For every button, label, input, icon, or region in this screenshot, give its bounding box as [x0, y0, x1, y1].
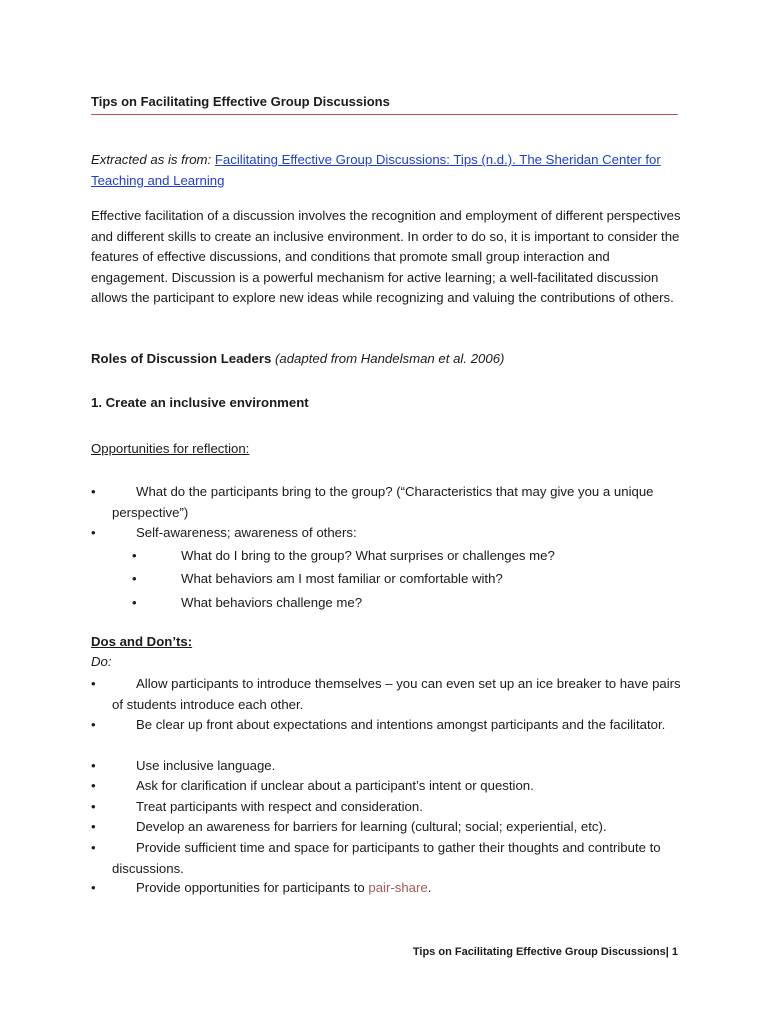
list-item-text: Develop an awareness for barriers for learning (cultural; social; experiential, etc).	[136, 819, 607, 834]
list-item-text: Self-awareness; awareness of others:	[136, 525, 357, 540]
bullet-icon: •	[132, 595, 137, 610]
do-label: Do:	[91, 654, 112, 669]
list-item-text	[91, 878, 691, 899]
bullet-icon: •	[91, 676, 96, 691]
bullet-icon: •	[91, 840, 96, 855]
list-item	[91, 674, 691, 715]
sub-list-item	[91, 569, 691, 590]
sub-list-item	[91, 593, 691, 614]
list-item-text: What behaviors challenge me?	[181, 595, 363, 610]
list-item	[91, 776, 691, 797]
list-item-text: What do the participants bring to the group? (“Characteristics that may give you a unique perspective”)	[112, 484, 654, 520]
bullet-icon: •	[132, 548, 137, 563]
dos-donts-heading: Dos and Don’ts:	[91, 634, 193, 649]
list-item-text: Treat participants with respect and consideration.	[136, 799, 423, 814]
roles-heading-note: (adapted from Handelsman et al. 2006)	[274, 351, 505, 366]
sub-list-item	[91, 546, 691, 567]
source-citation	[91, 149, 691, 191]
bullet-icon: •	[91, 717, 96, 732]
roles-heading	[91, 351, 504, 366]
reflection-heading: Opportunities for reflection:	[91, 441, 250, 456]
section-heading-step1: 1. Create an inclusive environment	[91, 395, 309, 410]
bullet-icon: •	[91, 819, 96, 834]
list-item	[91, 715, 691, 736]
page-footer: Tips on Facilitating Effective Group Discussions| 1	[412, 946, 678, 958]
bullet-icon: •	[91, 880, 96, 895]
list-item-text: Provide sufficient time and space for participants to gather their thoughts and contribute to discussions.	[112, 840, 661, 876]
source-link[interactable]: Facilitating Effective Group Discussions: Tips (n.d.). The Sheridan Center for Teaching and Learning	[91, 152, 661, 188]
bullet-icon: •	[132, 571, 137, 586]
bullet-icon: •	[91, 484, 96, 499]
roles-heading-text: Roles of Discussion Leaders	[91, 351, 272, 366]
list-item	[91, 482, 691, 523]
list-item-text: Ask for clarification if unclear about a participant’s intent or question.	[136, 778, 534, 793]
list-item	[91, 756, 691, 777]
list-item	[91, 523, 691, 544]
document-title: Tips on Facilitating Effective Group Discussions	[91, 94, 390, 109]
list-item-text-prefix: Provide opportunities for participants to	[136, 880, 369, 895]
list-item-text: Allow participants to introduce themselves – you can even set up an ice breaker to have pairs of students introduce each other.	[112, 676, 681, 712]
bullet-icon: •	[91, 799, 96, 814]
bullet-icon: •	[91, 525, 96, 540]
list-item	[91, 878, 691, 899]
bullet-icon: •	[91, 758, 96, 773]
list-item-text: What behaviors am I most familiar or comfortable with?	[181, 571, 503, 586]
list-item-text: Be clear up front about expectations and intentions amongst participants and the facilitator.	[136, 717, 666, 732]
list-item	[91, 797, 691, 818]
pair-share-link[interactable]: pair-share	[368, 880, 428, 895]
title-divider	[91, 114, 678, 115]
source-prefix: Extracted as is from:	[91, 152, 212, 167]
list-item-text-suffix: .	[427, 880, 432, 895]
list-item	[91, 838, 691, 879]
list-item-text: Use inclusive language.	[136, 758, 276, 773]
bullet-icon: •	[91, 778, 96, 793]
intro-paragraph: Effective facilitation of a discussion involves the recognition and employment of different perspectives and different skills to create an inclusive environment. In order to do so, it is important to consider the features of effective discussions, and conditions that promote small group interaction and engagement. Discussion is a powerful mechanism for active learning; a well-facilitated discussion allows the participant to explore new ideas while recognizing and valuing the contributions of others.	[91, 208, 681, 305]
list-item	[91, 817, 691, 838]
list-item-text: What do I bring to the group? What surprises or challenges me?	[181, 548, 555, 563]
